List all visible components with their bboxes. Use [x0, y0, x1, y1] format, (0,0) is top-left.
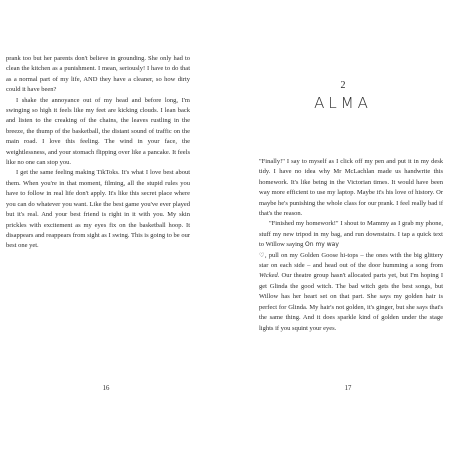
paragraph: I shake the annoyance out of my head and before long, I'm swinging so high it feels like my feet are kicking clouds. I lean back and listen to the creaking of the chains, the leaves rustling in the breeze, the thump of the basketball, the distant sound of traffic on the main road. I love this feeling. The wind in your face, the weightlessness, and your stomach flipping over like a pancake. It feels like no one can stop you.: [6, 96, 190, 167]
text-run: "Finished my homework!" I shout to Mammy as I grab my phone, stuff my new tripod in my bag, and run downstairs. I tap a quick text to Willow saying: [259, 220, 443, 249]
left-page-body: [6, 54, 190, 252]
page-number: 16: [102, 385, 110, 392]
text-run: . Our theatre group hasn't allocated parts yet, but I'm hoping I get Glinda the good witch. The bad witch gets the best songs, but Willow has her heart set on that part. She says my golden hair is perfect for Glinda. My hair's not golden, it's ginger, but she says that's the same thing. And it does sparkle kind of golden under the stage lights if you squint your eyes.: [259, 272, 443, 332]
chapter-number: 2: [340, 80, 346, 91]
right-page-body: [259, 157, 443, 334]
paragraph: [259, 219, 443, 333]
right-page: [225, 0, 449, 449]
page-number: 17: [344, 385, 352, 392]
paragraph: I get the same feeling making TikToks. It's what I love best about them. When you're in that moment, filming, all the stupid rules you have to follow in real life don't apply. It's like this secret place where you can do whatever you want. Like the best game you've ever played but it's real. And your best friend is right in it with you. My skin prickles with excitement as my eyes fix on the basketball hoop. It disappears and reappears from sight as I swing. This is going to be our best one yet.: [6, 169, 190, 250]
text-run: , pull on my Golden Goose hi-tops – the ones with the big glittery star on each side – and head out of the door humming a song from: [259, 251, 443, 270]
chapter-title: ALMA: [314, 94, 372, 112]
paragraph: prank too but her parents don't believe in grounding. She only had to clean the kitchen as a punishment. I mean, seriously! I have to do that as a normal part of my life, AND they have a cleaner, so how dirty could it have been?: [6, 55, 190, 94]
italic-title: Wicked: [259, 272, 278, 280]
left-page: [0, 0, 224, 449]
paragraph: "Finally!" I say to myself as I click off my pen and put it in my desk tidy. I have no idea why Mr McLachlan made us handwrite this homework. It's like being in the Victorian times. It would have been way more efficient to use my laptop. Maybe it's his love of history. Or maybe he's punishing the whole class for our prank. I feel really bad if that's the reason.: [259, 158, 443, 218]
text-message: On my way: [305, 241, 339, 249]
heart-icon: ♡: [259, 251, 265, 259]
